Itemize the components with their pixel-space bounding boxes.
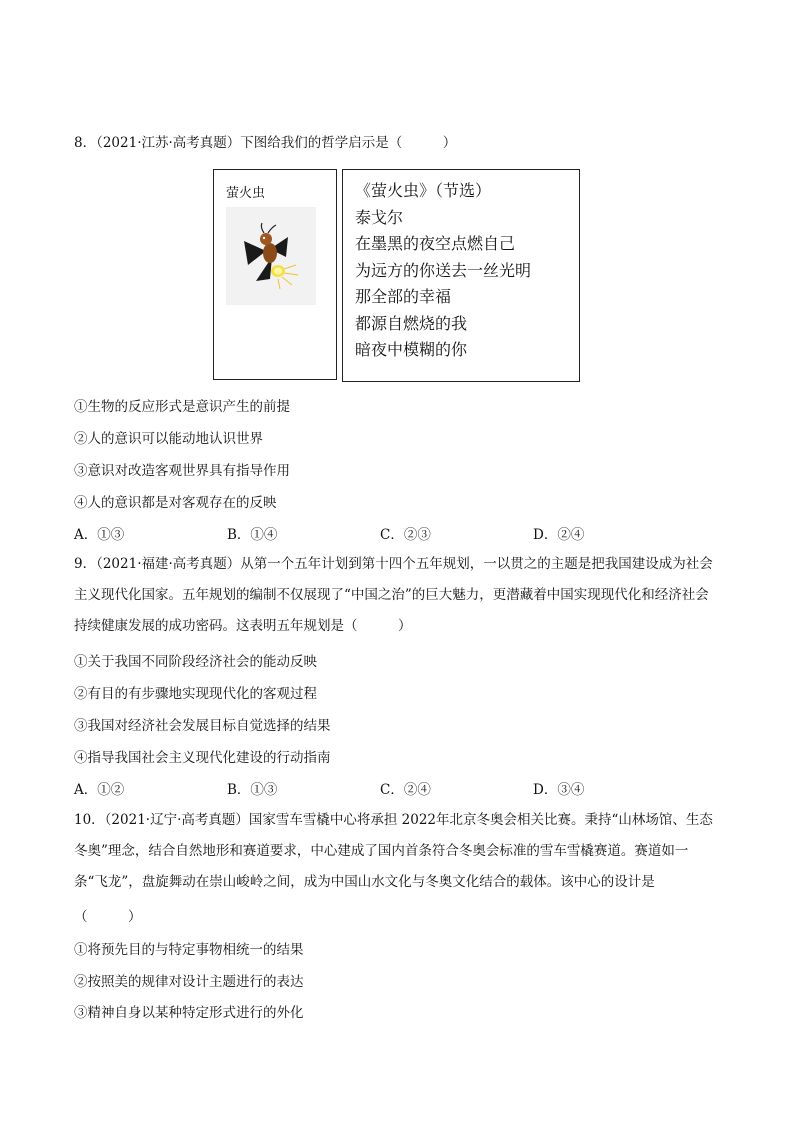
q10-statement-3: ③精神自身以某种特定形式进行的外化 <box>74 1005 304 1021</box>
poem-line: 都源自燃烧的我 <box>355 313 468 333</box>
question-8-stem: 8．（2021·江苏·高考真题）下图给我们的哲学启示是（ ） <box>74 135 457 151</box>
q10-statement-1: ①将预先目的与特定事物相统一的结果 <box>74 942 304 958</box>
question-10-answer-blank: （ ） <box>74 909 142 925</box>
q8-statement-4: ④人的意识都是对客观存在的反映 <box>74 495 277 511</box>
poem-line: 那全部的幸福 <box>355 287 452 306</box>
poem-line: 在墨黑的夜空点燃自己 <box>355 234 516 253</box>
q8-option-a[interactable]: A．①③ <box>74 527 125 543</box>
q9-option-a[interactable]: A．①② <box>74 782 125 798</box>
q9-statement-4: ④指导我国社会主义现代化建设的行动指南 <box>74 750 331 766</box>
q9-statement-1: ①关于我国不同阶段经济社会的能动反映 <box>74 654 317 670</box>
q8-statement-3: ③意识对改造客观世界具有指导作用 <box>74 463 290 479</box>
question-9-stem: 9．（2021·福建·高考真题）从第一个五年计划到第十四个五年规划，一以贯之的主题是把我国建设成为社会主义现代化国家。五年规划的编制不仅展现了“中国之治”的巨大魅力，更潜藏着中国实现现代化和经济社会持续健康发展的成功密码。这表明五年规划是（ ） <box>74 556 713 634</box>
q8-option-c[interactable]: C．②③ <box>380 527 431 543</box>
q8-option-b[interactable]: B．①④ <box>227 527 278 543</box>
poem-box <box>342 169 580 382</box>
q9-statement-3: ③我国对经济社会发展目标自觉选择的结果 <box>74 718 331 734</box>
q9-option-c[interactable]: C．②④ <box>380 782 431 798</box>
firefly-picture-box <box>213 169 337 380</box>
q9-statement-2: ②有目的有步骤地实现现代化的客观过程 <box>74 686 317 702</box>
q8-option-d[interactable]: D．②④ <box>533 527 585 543</box>
poem-line: 《萤火虫》（节选） <box>355 181 492 200</box>
poem-line: 为远方的你送去一丝光明 <box>355 260 532 280</box>
poem-line: 暗夜中模糊的你 <box>355 340 468 359</box>
poem-text <box>355 178 531 364</box>
q8-statement-1: ①生物的反应形式是意识产生的前提 <box>74 399 290 415</box>
firefly-icon <box>226 207 316 305</box>
q10-statement-2: ②按照美的规律对设计主题进行的表达 <box>74 974 304 990</box>
poem-line: 泰戈尔 <box>355 207 404 227</box>
q9-option-b[interactable]: B．①③ <box>227 782 278 798</box>
firefly-caption: 萤火虫 <box>226 186 266 201</box>
q9-option-d[interactable]: D．③④ <box>533 782 585 798</box>
q8-statement-2: ②人的意识可以能动地认识世界 <box>74 431 263 447</box>
question-10-stem: 10．（2021·辽宁·高考真题）国家雪车雪橇中心将承担 2022年北京冬奥会相关比赛。秉持“山林场馆、生态冬奥”理念，结合自然地形和赛道要求，中心建成了国内首条符合冬奥会标准的雪车雪橇赛道。赛道如一条“飞龙”，盘旋舞动在崇山峻岭之间，成为中国山水文化与冬奥文化结合的载体。该中心的设计是 <box>74 812 713 890</box>
